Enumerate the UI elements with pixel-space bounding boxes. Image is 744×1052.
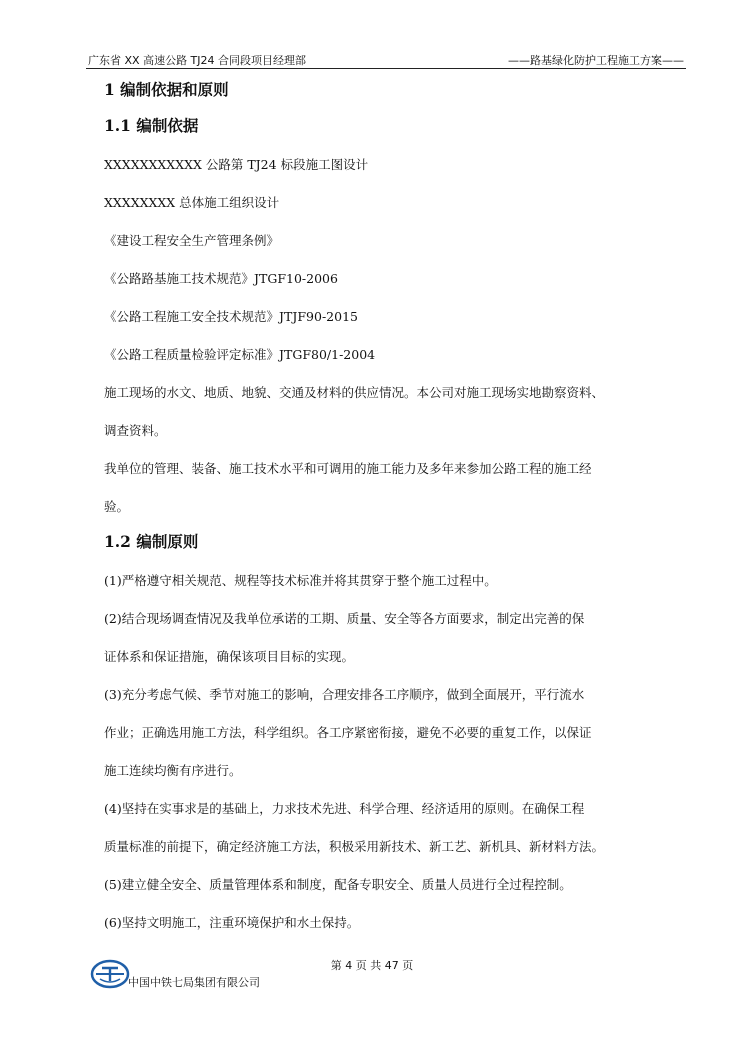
company-name: 中国中铁七局集团有限公司 (128, 976, 260, 989)
basis-paragraph-line: 验。 (104, 499, 130, 514)
principle-line: 施工连续均衡有序进行。 (104, 763, 242, 778)
section-1-1-title: 1.1 编制依据 (104, 116, 199, 135)
principle-line: (5)建立健全安全、质量管理体系和制度，配备专职安全、质量人员进行全过程控制。 (104, 877, 572, 892)
principle-line: 证体系和保证措施，确保该项目目标的实现。 (104, 649, 355, 664)
page-number: 第 4 页 共 47 页 (330, 959, 414, 972)
basis-item: XXXXXXXXXXX 公路第 TJ24 标段施工图设计 (104, 157, 369, 172)
document-body (104, 78, 694, 942)
page-header (86, 50, 686, 68)
basis-item: 《公路路基施工技术规范》JTGF10-2006 (104, 271, 338, 286)
principle-line: 质量标准的前提下，确定经济施工方法，积极采用新技术、新工艺、新机具、新材料方法。 (104, 839, 605, 854)
principle-line: 作业；正确选用施工方法，科学组织。各工序紧密衔接，避免不必要的重复工作，以保证 (104, 725, 592, 740)
section-1-title: 1 编制依据和原则 (104, 80, 229, 99)
principle-line: (6)坚持文明施工，注重环境保护和水土保持。 (104, 915, 360, 930)
principle-line: (2)结合现场调查情况及我单位承诺的工期、质量、安全等各方面要求，制定出完善的保 (104, 611, 585, 626)
header-rule (86, 68, 686, 69)
principle-line: (3)充分考虑气候、季节对施工的影响，合理安排各工序顺序，做到全面展开，平行流水 (104, 687, 585, 702)
header-project: 广东省 XX 高速公路 TJ24 合同段项目经理部 (88, 54, 307, 67)
header-doc-title: ——路基绿化防护工程施工方案—— (508, 54, 684, 67)
principle-line: (4)坚持在实事求是的基础上，力求技术先进、科学合理、经济适用的原则。在确保工程 (104, 801, 585, 816)
company-logo-icon (90, 959, 130, 989)
basis-paragraph-line: 我单位的管理、装备、施工技术水平和可调用的施工能力及多年来参加公路工程的施工经 (104, 461, 592, 476)
basis-item: XXXXXXXX 总体施工组织设计 (104, 195, 280, 210)
basis-item: 《建设工程安全生产管理条例》 (104, 233, 280, 248)
section-1-2-title: 1.2 编制原则 (104, 532, 199, 551)
basis-paragraph-line: 调查资料。 (104, 423, 167, 438)
basis-paragraph-line: 施工现场的水文、地质、地貌、交通及材料的供应情况。本公司对施工现场实地勘察资料、 (104, 385, 605, 400)
basis-item: 《公路工程施工安全技术规范》JTJF90-2015 (104, 309, 358, 324)
principle-line: (1)严格遵守相关规范、规程等技术标准并将其贯穿于整个施工过程中。 (104, 573, 497, 588)
basis-item: 《公路工程质量检验评定标准》JTGF80/1-2004 (104, 347, 376, 362)
